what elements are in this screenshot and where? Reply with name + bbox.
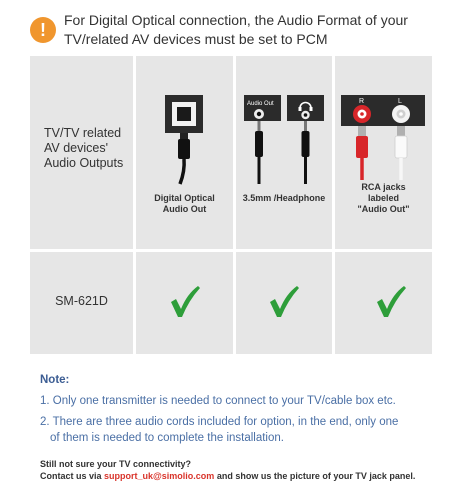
contact-section — [40, 458, 455, 482]
note-item-2 — [40, 414, 450, 446]
exclamation-icon: ! — [30, 17, 56, 43]
rca-l-label: L — [398, 98, 402, 105]
caption-line: labeled — [367, 193, 399, 203]
caption-line: 3.5mm /Headphone — [242, 193, 326, 203]
contact-line — [40, 470, 455, 482]
column-caption — [335, 182, 432, 215]
support-email-link[interactable]: support_uk@simolio.com — [104, 471, 215, 481]
check-cell-3-5mm — [236, 252, 332, 354]
rca-jack-icon — [335, 56, 432, 182]
row-label-audio-outputs — [30, 56, 133, 249]
check-icon — [169, 284, 201, 318]
caption-line: Audio Out — [162, 204, 207, 214]
caption-line: "Audio Out" — [357, 204, 410, 214]
column-rca-jacks — [335, 56, 432, 249]
note-item-1: 1. Only one transmitter is needed to connect to your TV/cable box etc. — [40, 395, 396, 407]
headphone-jack-icon — [236, 56, 332, 186]
column-3-5mm-headphone — [236, 56, 332, 249]
check-icon — [268, 284, 300, 318]
row-label-line: AV devices' — [44, 141, 108, 155]
column-caption — [136, 193, 233, 215]
notes-section — [40, 372, 450, 446]
note-item-2-line-1: 2. There are three audio cords included for option, in the end, only one — [40, 416, 399, 428]
row-label-line: TV/TV related — [44, 126, 122, 140]
row-label-text — [44, 126, 123, 171]
header — [0, 0, 460, 56]
contact-question: Still not sure your TV connectivity? — [40, 459, 192, 469]
column-digital-optical — [136, 56, 233, 249]
note-item-2-line-2: of them is needed to complete the installation. — [50, 432, 284, 444]
row-label-line: Audio Outputs — [44, 156, 124, 170]
column-caption — [236, 193, 332, 204]
check-cell-rca — [335, 252, 432, 354]
row-label-product — [30, 252, 133, 354]
header-text: For Digital Optical connection, the Audio Format of your TV/related AV devices must be set to PCM — [64, 12, 408, 47]
caption-line: RCA jacks — [361, 182, 406, 192]
check-cell-optical — [136, 252, 233, 354]
product-name: SM-621D — [55, 294, 108, 308]
optical-port-icon — [136, 56, 233, 186]
compatibility-table — [30, 56, 432, 354]
contact-prefix: Contact us via — [40, 471, 105, 481]
caption-line: Digital Optical — [154, 193, 215, 203]
note-title: Note: — [40, 374, 70, 386]
check-icon — [375, 284, 407, 318]
contact-suffix: and show us the picture of your TV jack panel. — [214, 471, 416, 481]
rca-r-label: R — [359, 98, 365, 105]
port-label: Audio Out — [247, 101, 274, 107]
